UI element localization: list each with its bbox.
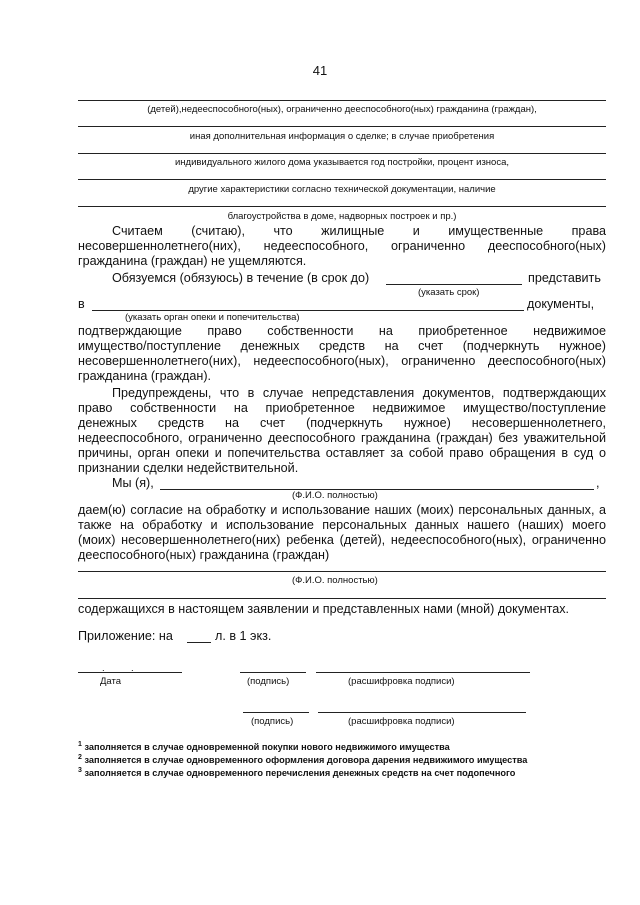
term-field[interactable] [386, 284, 522, 285]
date-label: Дата [100, 676, 122, 687]
signature-decode-label-2: (расшифровка подписи) [348, 716, 455, 727]
consent-line-4: дееспособного(ных) гражданина (граждан) [78, 548, 330, 562]
signature-label: (подпись) [247, 676, 290, 687]
fill-line [78, 206, 606, 207]
organ-field[interactable] [92, 310, 524, 311]
signature-decode-field-2[interactable] [318, 712, 526, 713]
fill-line [78, 179, 606, 180]
signature-field[interactable] [240, 672, 306, 673]
footnote-2-number: 2 [78, 754, 82, 761]
warned-line-2: право собственности на приобретенное недвижимое имущество/поступление [78, 401, 606, 415]
term-caption: (указать срок) [418, 287, 480, 298]
date-dots: . . [102, 663, 134, 674]
warned-line-4: недееспособного, ограниченно дееспособного гражданина (граждан) без уважительной [78, 431, 606, 445]
fill-line[interactable] [78, 598, 606, 599]
fill-line [78, 100, 606, 101]
footnote-2 [78, 754, 527, 765]
footnote-1-text: заполняется в случае одновременной покупки нового недвижимого имущества [84, 742, 450, 753]
oblige-start: Обязуемся (обязуюсь) в течение (в срок до) [112, 271, 370, 285]
warned-line-6: признании сделки недействительной. [78, 461, 299, 475]
attachment-suffix: л. в 1 экз. [215, 629, 272, 643]
fio-caption: (Ф.И.О. полностью) [292, 490, 378, 501]
fill-line [78, 126, 606, 127]
caption-amenities: благоустройства в доме, надворных построек и пр.) [227, 211, 457, 222]
fill-line [78, 153, 606, 154]
warned-line-3: денежных средств на счет (подчеркнуть нужное) несовершеннолетнего, [78, 416, 606, 430]
footnote-3 [78, 767, 515, 778]
footnote-1-number: 1 [78, 741, 82, 748]
caption-children: (детей),недееспособного(ных), ограниченно дееспособного(ных) гражданина (граждан), [147, 104, 537, 115]
caption-house: индивидуального жилого дома указывается год постройки, процент износа, [174, 157, 510, 168]
oblige-line-1: подтверждающие право собственности на приобретенное недвижимое [78, 324, 606, 338]
we-comma: , [596, 476, 600, 490]
footnote-3-number: 3 [78, 767, 82, 774]
caption-characteristics: другие характеристики согласно технической документации, наличие [188, 184, 496, 195]
footnote-3-text: заполняется в случае одновременного перечисления денежных средств на счет подопечного [84, 768, 516, 779]
oblige-present: представить [528, 271, 601, 285]
footnote-2-text: заполняется в случае одновременного оформления договора дарения недвижимого имущества [84, 755, 528, 766]
signature-field-2[interactable] [243, 712, 309, 713]
caption-extra-info: иная дополнительная информация о сделке; в случае приобретения [189, 131, 495, 142]
fio-caption-2: (Ф.И.О. полностью) [292, 575, 378, 586]
consent-line-2: также на обработку и использование персональных данных нашего (наших) моего [78, 518, 606, 532]
consent-line-3: (моих) несовершеннолетнего(них) ребенка (детей), недееспособного(ных), ограниченно [78, 533, 606, 547]
oblige-line-2: имущество/поступление денежных средств на счет (подчеркнуть нужное) [78, 339, 606, 353]
organ-caption: (указать орган опеки и попечительства) [125, 312, 300, 323]
oblige-line-4: гражданина (граждан). [78, 369, 212, 383]
consider-line-2: несовершеннолетнего(них), недееспособного, ограниченно дееспособного(ных) [78, 239, 606, 253]
oblige-line-3: несовершеннолетнего(них), недееспособного(ных), ограниченно дееспособного(ных) [78, 354, 606, 368]
attachment-prefix: Приложение: на [78, 629, 173, 643]
attachment-pages-field[interactable] [187, 642, 211, 643]
oblige-documents: документы, [527, 297, 595, 311]
warned-line-5: причины, орган опеки и попечительства оставляет за собой право обращения в суд о [78, 446, 606, 460]
signature-label-2: (подпись) [251, 716, 294, 727]
consider-line-1: Считаем (считаю), что жилищные и имущественные права [112, 224, 606, 238]
page-number: 41 [312, 63, 328, 78]
footnote-1 [78, 741, 450, 752]
contained-text: содержащихся в настоящем заявлении и представленных нами (мной) документах. [78, 602, 570, 616]
we-label: Мы (я), [112, 476, 154, 490]
consent-line-1: даем(ю) согласие на обработку и использование наших (моих) персональных данных, а [78, 503, 606, 517]
signature-decode-field[interactable] [316, 672, 530, 673]
signature-decode-label: (расшифровка подписи) [348, 676, 455, 687]
warned-line-1: Предупреждены, что в случае непредставления документов, подтверждающих [112, 386, 606, 400]
fio-field-2[interactable] [78, 571, 606, 572]
oblige-v: в [78, 297, 85, 311]
consider-line-3: гражданина (граждан) не ущемляются. [78, 254, 307, 268]
